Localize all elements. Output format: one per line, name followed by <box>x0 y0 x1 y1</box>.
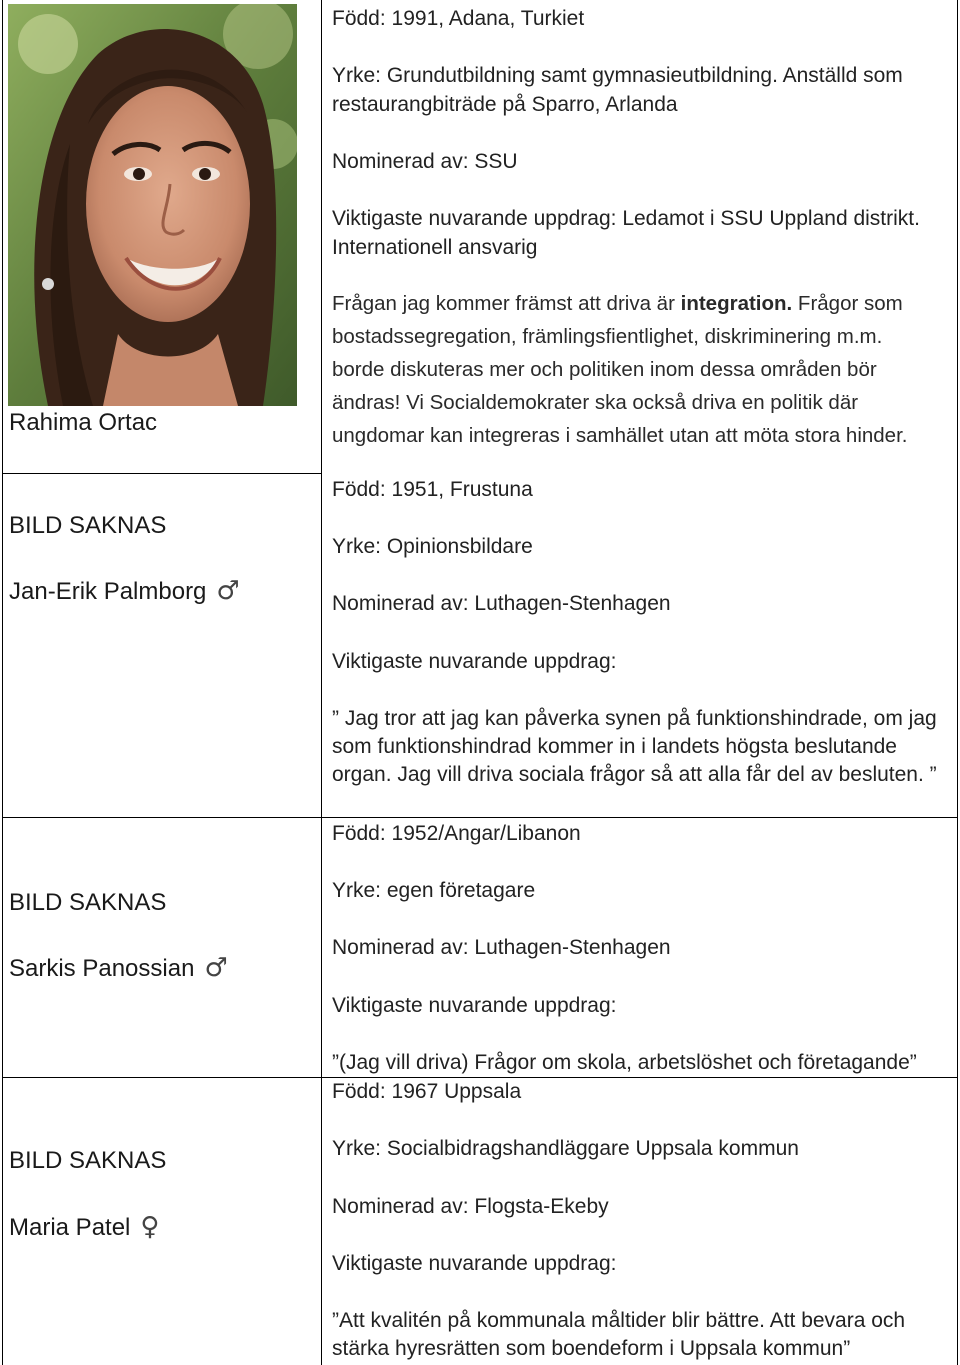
nominated-by: Nominerad av: Luthagen-Stenhagen <box>332 936 671 959</box>
row-divider <box>2 817 958 818</box>
nominated-by: Nominerad av: SSU <box>332 150 518 173</box>
nominated-by: Nominerad av: Luthagen-Stenhagen <box>332 592 671 615</box>
table-border-left <box>2 0 3 1365</box>
male-symbol-icon: ♂ <box>216 576 240 606</box>
table-column-divider <box>321 0 322 1365</box>
current-assignment-continued: Internationell ansvarig <box>332 236 538 259</box>
occupation: Yrke: Grundutbildning samt gymnasieutbildning. Anställd som <box>332 64 903 87</box>
main-issue-statement <box>332 287 903 320</box>
birth-info: Född: 1967 Uppsala <box>332 1080 522 1103</box>
occupation-continued: restaurangbiträde på Sparro, Arlanda <box>332 93 678 116</box>
birth-info: Född: 1952/Angar/Libanon <box>332 822 581 845</box>
candidate-name: Jan-Erik Palmborg <box>9 578 207 605</box>
main-issue-text-end: Frågor som <box>792 292 903 315</box>
current-assignment: Viktigaste nuvarande uppdrag: <box>332 650 617 673</box>
quote-line: ”(Jag vill driva) Frågor om skola, arbetslöshet och företagande” <box>332 1051 917 1074</box>
birth-info: Född: 1991, Adana, Turkiet <box>332 7 585 30</box>
occupation: Yrke: Socialbidragshandläggare Uppsala kommun <box>332 1137 799 1160</box>
issue-text-line: borde diskuteras mer och politiken inom dessa områden bör <box>332 358 877 381</box>
missing-photo-label: BILD SAKNAS <box>9 1147 167 1174</box>
candidate-name: Maria Patel <box>9 1214 131 1241</box>
missing-photo-label: BILD SAKNAS <box>9 512 167 539</box>
quote-line: som funktionshindrad kommer in i landets högsta beslutande <box>332 735 897 758</box>
quote-line: ”Att kvalitén på kommunala måltider blir bättre. Att bevara och <box>332 1309 906 1332</box>
main-issue-text: Frågan jag kommer främst att driva är <box>332 292 681 315</box>
issue-text-line: ändras! Vi Socialdemokrater ska också driva en politik där <box>332 391 859 414</box>
issue-text-line: bostadssegregation, främlingsfientlighet, diskriminering m.m. <box>332 325 883 348</box>
birth-info: Född: 1951, Frustuna <box>332 478 533 501</box>
missing-photo-label: BILD SAKNAS <box>9 889 167 916</box>
occupation: Yrke: egen företagare <box>332 879 536 902</box>
candidate-name-row <box>9 577 240 606</box>
female-symbol-icon: ♀ <box>140 1212 160 1242</box>
current-assignment: Viktigaste nuvarande uppdrag: <box>332 994 617 1017</box>
issue-text-line: ungdomar kan integreras i samhället utan att möta stora hinder. <box>332 424 908 447</box>
main-issue-keyword: integration. <box>680 292 793 315</box>
row-divider <box>2 473 321 474</box>
candidate-photo <box>8 4 297 406</box>
nominated-by: Nominerad av: Flogsta-Ekeby <box>332 1195 609 1218</box>
candidate-name-row <box>9 1213 159 1242</box>
male-symbol-icon: ♂ <box>204 953 228 983</box>
quote-line: stärka hyresrätten som boendeform i Uppsala kommun” <box>332 1337 851 1360</box>
current-assignment: Viktigaste nuvarande uppdrag: <box>332 1252 617 1275</box>
quote-line: ” Jag tror att jag kan påverka synen på funktionshindrade, om jag <box>332 707 937 730</box>
quote-line: organ. Jag vill driva sociala frågor så att alla får del av besluten. ” <box>332 763 937 786</box>
current-assignment: Viktigaste nuvarande uppdrag: Ledamot i SSU Uppland distrikt. <box>332 207 920 230</box>
candidate-name: Sarkis Panossian <box>9 955 195 982</box>
table-border-right <box>957 0 958 1365</box>
candidate-name-row <box>9 954 228 983</box>
occupation: Yrke: Opinionsbildare <box>332 535 533 558</box>
candidate-name: Rahima Ortac <box>9 409 158 436</box>
